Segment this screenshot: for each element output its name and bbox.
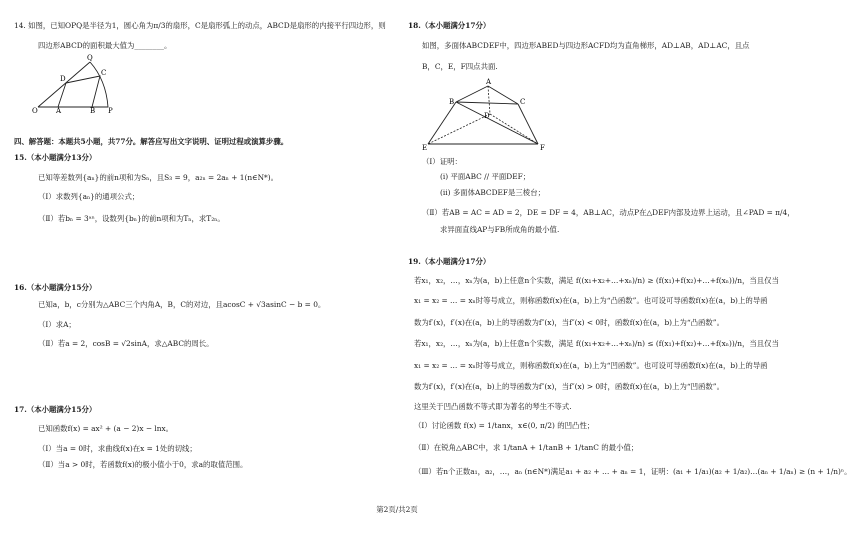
label-d3: D	[484, 112, 490, 120]
q18-stem1: 如图，多面体ABCDEF中，四边形ABED与四边形ACFD均为直角梯形，AD⊥AB，AD⊥AC，且点	[422, 41, 750, 50]
label-b3: B	[449, 98, 455, 106]
q19-part2: （Ⅱ）在锐角△ABC中，求 1/tanA + 1/tanB + 1/tanC 的最小值；	[414, 443, 639, 452]
q18-part2a: （Ⅱ）若AB = AC = AD = 2，DE = DF = 4，AB⊥AC，动点P在△DEF内部及边界上运动，且∠PAD = π/4，	[422, 208, 795, 217]
q14-line2: 四边形ABCD的面积最大值为________。	[38, 41, 172, 50]
label-p: P	[108, 107, 113, 115]
q14-line1: 14. 如图，已知OPQ是半径为1，圆心角为π/3的扇形，C是扇形弧上的动点，ABCD是扇形的内接平行四边形，则	[14, 21, 386, 30]
q19-line4: 若x₁，x₂，…，xₙ为(a，b)上任意n个实数，满足 f((x₁+x₂+…+xₙ)/n) ≤ (f(x₁)+f(x₂)+…+f(xₙ))/n，当且仅当	[414, 339, 779, 348]
label-q: Q	[87, 54, 93, 62]
label-b: B	[90, 107, 96, 115]
label-c3: C	[520, 98, 526, 106]
q19-head: 19.（本小题满分17分）	[408, 257, 491, 266]
q16-part1: （Ⅰ）求A；	[38, 320, 76, 329]
q16-stem: 已知a，b，c分别为△ABC三个内角A，B，C的对边，且acosC + √3asinC − b = 0。	[38, 300, 326, 309]
q17-stem: 已知函数f(x) = ax² + (a − 2)x − lnx。	[38, 424, 174, 433]
q18-head: 18.（本小题满分17分）	[408, 21, 491, 30]
q17-part1: （Ⅰ）当a = 0时，求曲线f(x)在x = 1处的切线；	[38, 444, 197, 453]
label-e3: E	[422, 144, 428, 152]
page-footer: 第2页/共2页	[376, 505, 418, 514]
q17-head: 17.（本小题满分15分）	[14, 405, 97, 414]
label-d: D	[60, 75, 66, 83]
q15-stem: 已知等差数列{aₙ}的前n项和为Sₙ，且S₃ = 9，a₂ₙ = 2aₙ + 1(n∈N*)。	[38, 173, 279, 182]
q19-line5: x₁ = x₂ = … = xₙ时等号成立，则称函数f(x)在(a，b)上为“凹函数”。也可设可导函数f(x)在(a，b)上的导函	[414, 361, 768, 370]
q18-part2b: 求异面直线AP与FB所成角的最小值.	[440, 225, 560, 234]
q15-part1: （Ⅰ）求数列{aₙ}的通项公式；	[38, 192, 140, 201]
q19-line7: 这里关于凹凸函数不等式即为著名的琴生不等式.	[414, 402, 572, 411]
q16-part2: （Ⅱ）若a = 2，cosB = √2sinA，求△ABC的周长。	[38, 339, 214, 348]
label-f3: F	[540, 144, 545, 152]
q18-part1: （Ⅰ）证明：	[422, 157, 462, 166]
polyhedron-figure	[420, 76, 550, 152]
q19-part3: （Ⅲ）若n个正数a₁，a₂，…，aₙ (n∈N*)满足a₁ + a₂ + … + aₙ = 1，证明：(a₁ + 1/a₁)(a₂ + 1/a₂)…(aₙ + 1/aₙ) ≥ (n + 1/n)ⁿ。	[414, 467, 851, 476]
q19-line6: 数为f′(x)，f′(x)在(a，b)上的导函数为f″(x)，当f″(x) > 0时，函数f(x)在(a，b)上为“凹函数”。	[414, 382, 724, 391]
q18-part1-ii: (ii) 多面体ABCDEF是三棱台；	[440, 188, 545, 197]
label-a3: A	[486, 78, 492, 86]
label-a: A	[56, 107, 62, 115]
q19-line3: 数为f′(x)，f′(x)在(a，b)上的导函数为f″(x)，当f″(x) < 0时，函数f(x)在(a，b)上为“凸函数”。	[414, 318, 724, 327]
q19-part1: （Ⅰ）讨论函数 f(x) = 1/tanx，x∈(0, π/2) 的凹凸性；	[414, 421, 595, 430]
q18-stem2: B，C，E，F四点共面.	[422, 62, 498, 71]
q18-part1-i: (i) 平面ABC // 平面DEF；	[440, 172, 531, 181]
right-column	[400, 0, 851, 520]
q19-line1: 若x₁，x₂，…，xₙ为(a，b)上任意n个实数，满足 f((x₁+x₂+…+xₙ)/n) ≥ (f(x₁)+f(x₂)+…+f(xₙ))/n，当且仅当	[414, 276, 779, 285]
q16-head: 16.（本小题满分15分）	[14, 283, 97, 292]
label-c: C	[101, 69, 107, 77]
section-header: 四、解答题：本题共5小题，共77分。解答应写出文字说明、证明过程或演算步骤。	[14, 137, 289, 146]
left-column	[0, 0, 400, 520]
q15-part2: （Ⅱ）若bₙ = 3ᵃⁿ，设数列{bₙ}的前n项和为Tₙ，求T₂ₙ。	[38, 214, 225, 223]
q17-part2: （Ⅱ）当a > 0时，若函数f(x)的极小值小于0，求a的取值范围。	[38, 460, 248, 469]
sector-figure	[30, 52, 120, 114]
q15-head: 15.（本小题满分13分）	[14, 153, 97, 162]
q19-line2: x₁ = x₂ = … = xₙ时等号成立，则称函数f(x)在(a，b)上为“凸函数”。也可设可导函数f(x)在(a，b)上的导函	[414, 296, 768, 305]
label-o: O	[32, 107, 38, 115]
